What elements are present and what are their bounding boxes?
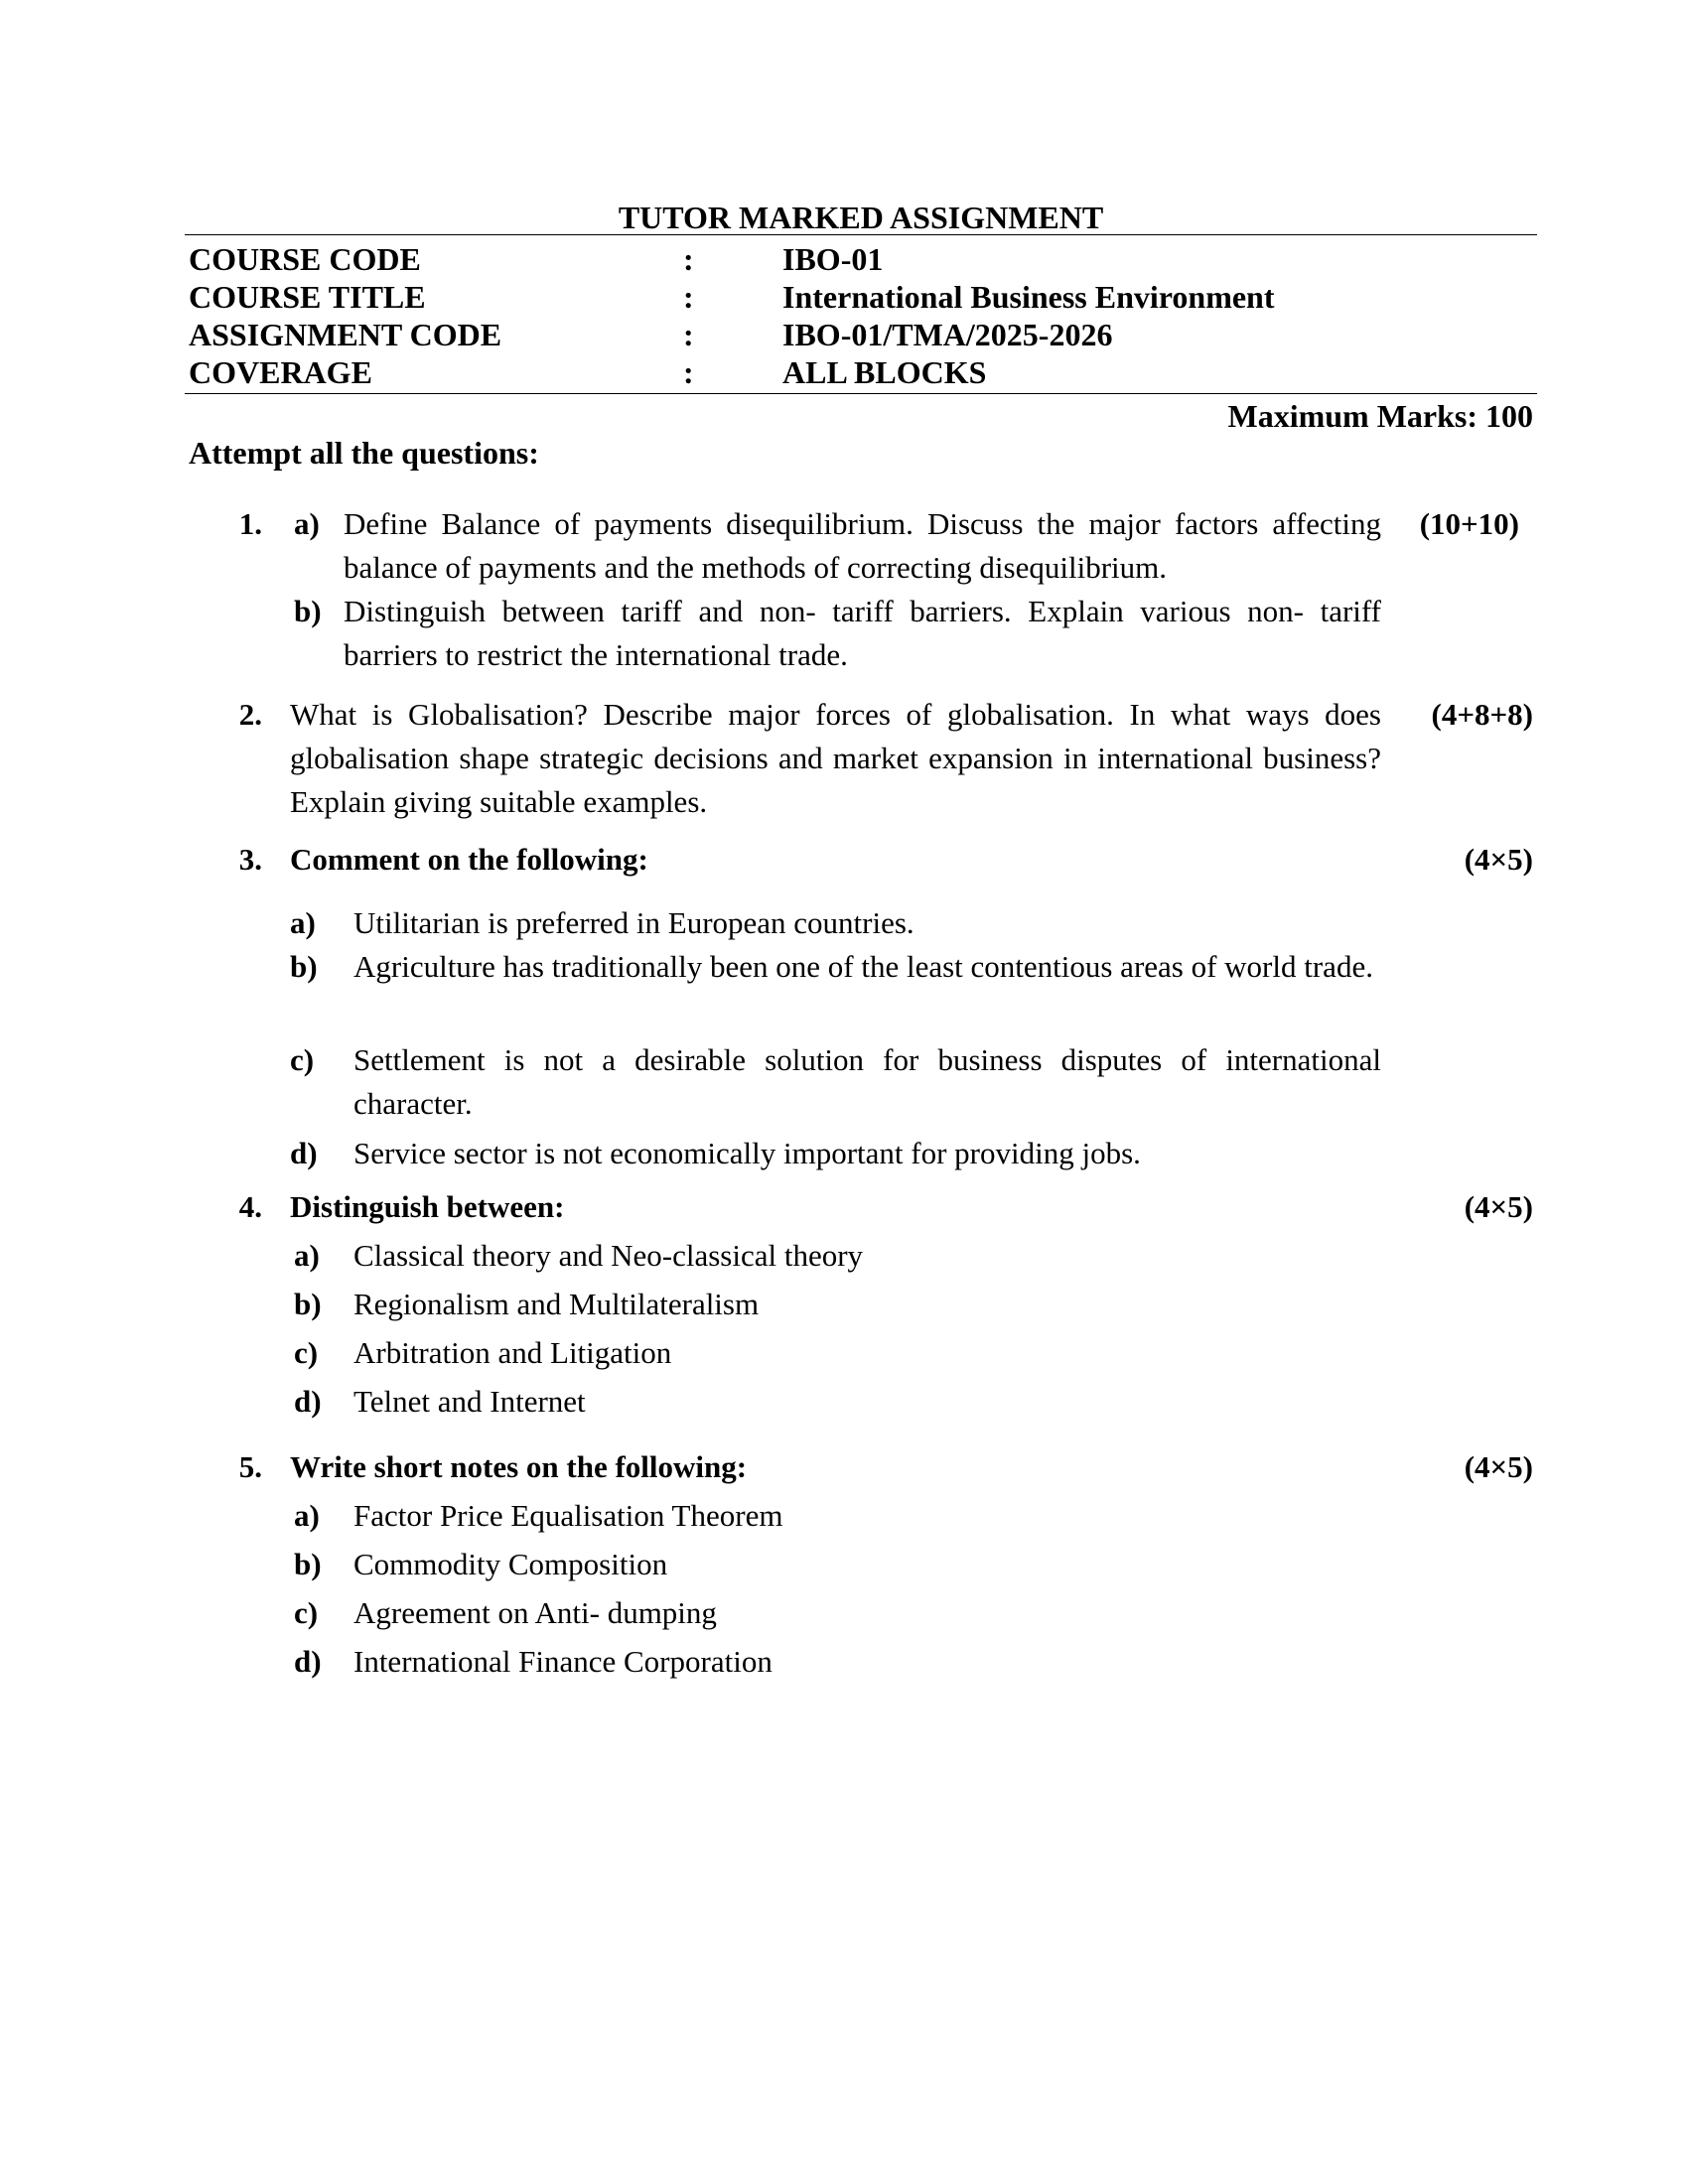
subpart-text: Agreement on Anti- dumping [353,1595,717,1630]
subpart-letter: c) [294,1335,319,1370]
meta-key: COVERAGE [189,354,372,390]
question-number: 2. [238,697,262,732]
subpart-text: International Finance Corporation [353,1644,773,1679]
meta-row-assignment-code [189,316,1537,353]
question-marks: (4+8+8) [1431,697,1533,732]
subpart-letter: d) [294,1384,322,1419]
question-heading: Comment on the following: [290,842,648,877]
question-heading: Write short notes on the following: [290,1449,748,1484]
document-title: TUTOR MARKED ASSIGNMENT [618,200,1104,235]
question-heading: Distinguish between: [290,1189,565,1224]
meta-value: IBO-01 [782,241,884,277]
subpart-letter: d) [294,1644,322,1679]
question-marks: (4×5) [1464,1189,1533,1224]
question-marks: (4×5) [1464,1449,1533,1484]
subpart-letter: a) [294,506,320,541]
meta-separator: : [683,317,694,352]
instruction-text: Attempt all the questions: [189,435,539,471]
maximum-marks: Maximum Marks: 100 [1227,398,1533,434]
subpart-text: Agriculture has traditionally been one of the least contentious areas of world trade. [353,949,1373,984]
subpart-letter: a) [290,905,316,940]
meta-value: International Business Environment [782,279,1275,315]
subpart-text: Define Balance of payments disequilibrium. Discuss the major factors affecting balance of payments and the methods of correcting disequilibrium. [344,506,1381,585]
subpart-text: Settlement is not a desirable solution for business disputes of international character. [353,1042,1381,1121]
subpart-letter: c) [290,1042,315,1077]
subpart-text: Telnet and Internet [353,1384,586,1419]
question-number: 1. [238,506,262,541]
meta-value: IBO-01/TMA/2025-2026 [782,317,1113,352]
meta-row-coverage [189,353,1537,391]
subpart-text: Arbitration and Litigation [353,1335,672,1370]
subpart-text: Commodity Composition [353,1547,668,1581]
subpart-text: Distinguish between tariff and non- tariff barriers. Explain various non- tariff barriers to restrict the international trade. [344,594,1381,672]
question-number: 3. [238,842,262,877]
meta-key: COURSE TITLE [189,279,426,315]
meta-separator: : [683,279,694,315]
subpart-letter: d) [290,1136,318,1170]
meta-row-course-title [189,278,1537,316]
meta-separator: : [683,354,694,390]
subpart-text: Factor Price Equalisation Theorem [353,1498,783,1533]
subpart-text: Utilitarian is preferred in European countries. [353,905,914,940]
question-text: What is Globalisation? Describe major forces of globalisation. In what ways does globalisation shape strategic decisions and market expansion in international business? Explain giving suitable examples. [290,697,1381,819]
question-marks: (4×5) [1464,842,1533,877]
header-top-rule [185,234,1537,235]
header-bottom-rule [185,393,1537,394]
subpart-letter: b) [290,949,318,984]
question-number: 5. [238,1449,262,1484]
meta-key: COURSE CODE [189,241,421,277]
subpart-text: Service sector is not economically important for providing jobs. [353,1136,1141,1170]
subpart-letter: b) [294,1287,322,1321]
subpart-letter: b) [294,594,322,628]
meta-value: ALL BLOCKS [782,354,987,390]
question-number: 4. [238,1189,262,1224]
subpart-letter: a) [294,1498,320,1533]
meta-separator: : [683,241,694,277]
subpart-letter: b) [294,1547,322,1581]
subpart-text: Regionalism and Multilateralism [353,1287,760,1321]
question-marks: (10+10) [1419,506,1519,541]
subpart-letter: c) [294,1595,319,1630]
meta-key: ASSIGNMENT CODE [189,317,502,352]
meta-row-course-code [189,240,1537,278]
subpart-text: Classical theory and Neo-classical theory [353,1238,864,1273]
subpart-letter: a) [294,1238,320,1273]
